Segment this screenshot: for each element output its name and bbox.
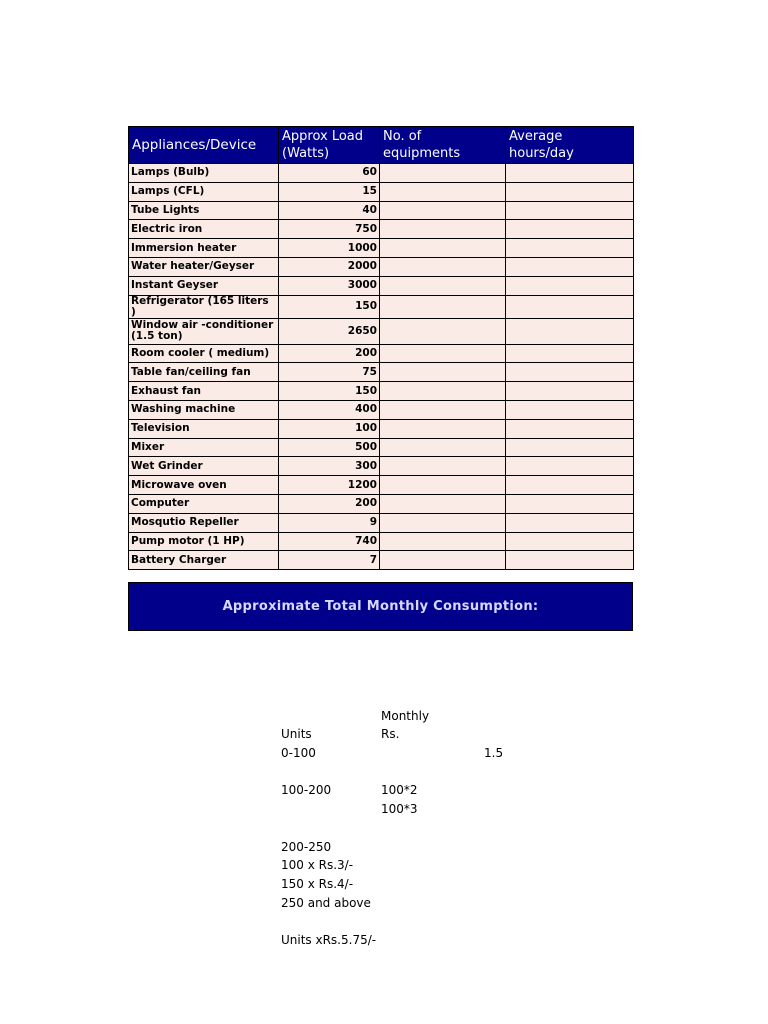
hours-per-day-cell[interactable] bbox=[506, 201, 634, 220]
equipments-count-cell[interactable] bbox=[380, 344, 506, 363]
hours-per-day-cell[interactable] bbox=[506, 220, 634, 239]
slab-1-range: 0-100 bbox=[281, 746, 316, 760]
table-row bbox=[129, 257, 634, 276]
equipments-count-cell[interactable] bbox=[380, 318, 506, 344]
appliance-name-cell: Exhaust fan bbox=[129, 382, 279, 401]
appliance-name-cell: Television bbox=[129, 419, 279, 438]
appliance-name-cell: Pump motor (1 HP) bbox=[129, 532, 279, 551]
equipments-count-cell[interactable] bbox=[380, 276, 506, 295]
hours-per-day-cell[interactable] bbox=[506, 438, 634, 457]
equipments-count-cell[interactable] bbox=[380, 551, 506, 570]
table-row bbox=[129, 276, 634, 295]
table-row bbox=[129, 513, 634, 532]
hours-per-day-cell[interactable] bbox=[506, 419, 634, 438]
header-hours: Average hours/day bbox=[506, 127, 634, 164]
hours-per-day-cell[interactable] bbox=[506, 318, 634, 344]
appliance-name-cell: Immersion heater bbox=[129, 239, 279, 258]
load-watts-cell: 60 bbox=[279, 164, 380, 183]
header-appliance: Appliances/Device bbox=[129, 127, 279, 164]
slab-4-range: 250 and above bbox=[281, 896, 371, 910]
table-body bbox=[129, 164, 634, 570]
table-row bbox=[129, 164, 634, 183]
equipments-count-cell[interactable] bbox=[380, 295, 506, 318]
hours-per-day-cell[interactable] bbox=[506, 276, 634, 295]
appliance-load-table bbox=[128, 126, 634, 570]
hours-per-day-cell[interactable] bbox=[506, 494, 634, 513]
appliance-name-cell: Table fan/ceiling fan bbox=[129, 363, 279, 382]
equipments-count-cell[interactable] bbox=[380, 220, 506, 239]
hours-per-day-cell[interactable] bbox=[506, 295, 634, 318]
hours-per-day-cell[interactable] bbox=[506, 363, 634, 382]
table-row bbox=[129, 494, 634, 513]
appliance-name-cell: Lamps (CFL) bbox=[129, 182, 279, 201]
equipments-count-cell[interactable] bbox=[380, 239, 506, 258]
appliance-name-cell: Lamps (Bulb) bbox=[129, 164, 279, 183]
hours-per-day-cell[interactable] bbox=[506, 551, 634, 570]
load-watts-cell: 15 bbox=[279, 182, 380, 201]
appliance-name-cell: Microwave oven bbox=[129, 476, 279, 495]
appliance-name-cell: Battery Charger bbox=[129, 551, 279, 570]
slab-3-line-2: 150 x Rs.4/- bbox=[281, 877, 354, 891]
equipments-count-cell[interactable] bbox=[380, 201, 506, 220]
table-row bbox=[129, 476, 634, 495]
load-watts-cell: 500 bbox=[279, 438, 380, 457]
table-header-row bbox=[129, 127, 634, 164]
table-row bbox=[129, 419, 634, 438]
load-watts-cell: 75 bbox=[279, 363, 380, 382]
load-watts-cell: 200 bbox=[279, 494, 380, 513]
hours-per-day-cell[interactable] bbox=[506, 164, 634, 183]
load-watts-cell: 300 bbox=[279, 457, 380, 476]
load-watts-cell: 400 bbox=[279, 400, 380, 419]
equipments-count-cell[interactable] bbox=[380, 532, 506, 551]
equipments-count-cell[interactable] bbox=[380, 363, 506, 382]
hours-per-day-cell[interactable] bbox=[506, 239, 634, 258]
equipments-count-cell[interactable] bbox=[380, 382, 506, 401]
appliance-name-cell: Refrigerator (165 liters ) bbox=[129, 295, 279, 318]
table-row bbox=[129, 318, 634, 344]
hours-per-day-cell[interactable] bbox=[506, 344, 634, 363]
hours-per-day-cell[interactable] bbox=[506, 476, 634, 495]
hours-per-day-cell[interactable] bbox=[506, 457, 634, 476]
table-row bbox=[129, 201, 634, 220]
appliance-name-cell: Tube Lights bbox=[129, 201, 279, 220]
equipments-count-cell[interactable] bbox=[380, 438, 506, 457]
hours-per-day-cell[interactable] bbox=[506, 400, 634, 419]
load-watts-cell: 9 bbox=[279, 513, 380, 532]
appliance-name-cell: Computer bbox=[129, 494, 279, 513]
table-row bbox=[129, 551, 634, 570]
appliance-name-cell: Instant Geyser bbox=[129, 276, 279, 295]
appliance-name-cell: Mosqutio Repeller bbox=[129, 513, 279, 532]
table-row bbox=[129, 438, 634, 457]
load-watts-cell: 2650 bbox=[279, 318, 380, 344]
appliance-name-cell: Room cooler ( medium) bbox=[129, 344, 279, 363]
hours-per-day-cell[interactable] bbox=[506, 532, 634, 551]
equipments-count-cell[interactable] bbox=[380, 164, 506, 183]
hours-per-day-cell[interactable] bbox=[506, 182, 634, 201]
slab-2-value-a: 100*2 bbox=[381, 783, 418, 797]
load-watts-cell: 150 bbox=[279, 382, 380, 401]
slab-3-line-1: 100 x Rs.3/- bbox=[281, 858, 354, 872]
load-watts-cell: 150 bbox=[279, 295, 380, 318]
table-row bbox=[129, 457, 634, 476]
table-row bbox=[129, 182, 634, 201]
equipments-count-cell[interactable] bbox=[380, 257, 506, 276]
appliance-name-cell: Electric iron bbox=[129, 220, 279, 239]
load-watts-cell: 1000 bbox=[279, 239, 380, 258]
load-watts-cell: 750 bbox=[279, 220, 380, 239]
rs-header: Rs. bbox=[381, 727, 400, 741]
table-row bbox=[129, 363, 634, 382]
header-load: Approx Load (Watts) bbox=[279, 127, 380, 164]
hours-per-day-cell[interactable] bbox=[506, 382, 634, 401]
appliance-name-cell: Water heater/Geyser bbox=[129, 257, 279, 276]
load-watts-cell: 200 bbox=[279, 344, 380, 363]
equipments-count-cell[interactable] bbox=[380, 182, 506, 201]
load-watts-cell: 1200 bbox=[279, 476, 380, 495]
total-consumption-label: Approximate Total Monthly Consumption: bbox=[222, 599, 539, 614]
appliance-name-cell: Window air -conditioner (1.5 ton) bbox=[129, 318, 279, 344]
load-watts-cell: 740 bbox=[279, 532, 380, 551]
appliance-name-cell: Mixer bbox=[129, 438, 279, 457]
equipments-count-cell[interactable] bbox=[380, 457, 506, 476]
equipments-count-cell[interactable] bbox=[380, 476, 506, 495]
slab-4-line-1: Units xRs.5.75/- bbox=[281, 933, 377, 947]
table-row bbox=[129, 532, 634, 551]
table-row bbox=[129, 239, 634, 258]
table-row bbox=[129, 344, 634, 363]
appliance-name-cell: Wet Grinder bbox=[129, 457, 279, 476]
load-watts-cell: 100 bbox=[279, 419, 380, 438]
slab-2-value-b: 100*3 bbox=[381, 802, 418, 816]
table-row bbox=[129, 220, 634, 239]
equipments-count-cell[interactable] bbox=[380, 419, 506, 438]
load-watts-cell: 7 bbox=[279, 551, 380, 570]
slab-2-range: 100-200 bbox=[281, 783, 332, 797]
monthly-header: Monthly bbox=[381, 709, 430, 723]
slab-1-value: 1.5 bbox=[484, 746, 504, 760]
load-watts-cell: 2000 bbox=[279, 257, 380, 276]
hours-per-day-cell[interactable] bbox=[506, 257, 634, 276]
table-row bbox=[129, 295, 634, 318]
equipments-count-cell[interactable] bbox=[380, 400, 506, 419]
header-equipments: No. of equipments bbox=[380, 127, 506, 164]
total-consumption-banner bbox=[128, 582, 633, 631]
equipments-count-cell[interactable] bbox=[380, 494, 506, 513]
hours-per-day-cell[interactable] bbox=[506, 513, 634, 532]
slab-3-range: 200-250 bbox=[281, 840, 332, 854]
table-row bbox=[129, 400, 634, 419]
units-header: Units bbox=[281, 727, 312, 741]
load-watts-cell: 3000 bbox=[279, 276, 380, 295]
equipments-count-cell[interactable] bbox=[380, 513, 506, 532]
appliance-name-cell: Washing machine bbox=[129, 400, 279, 419]
table-row bbox=[129, 382, 634, 401]
load-watts-cell: 40 bbox=[279, 201, 380, 220]
